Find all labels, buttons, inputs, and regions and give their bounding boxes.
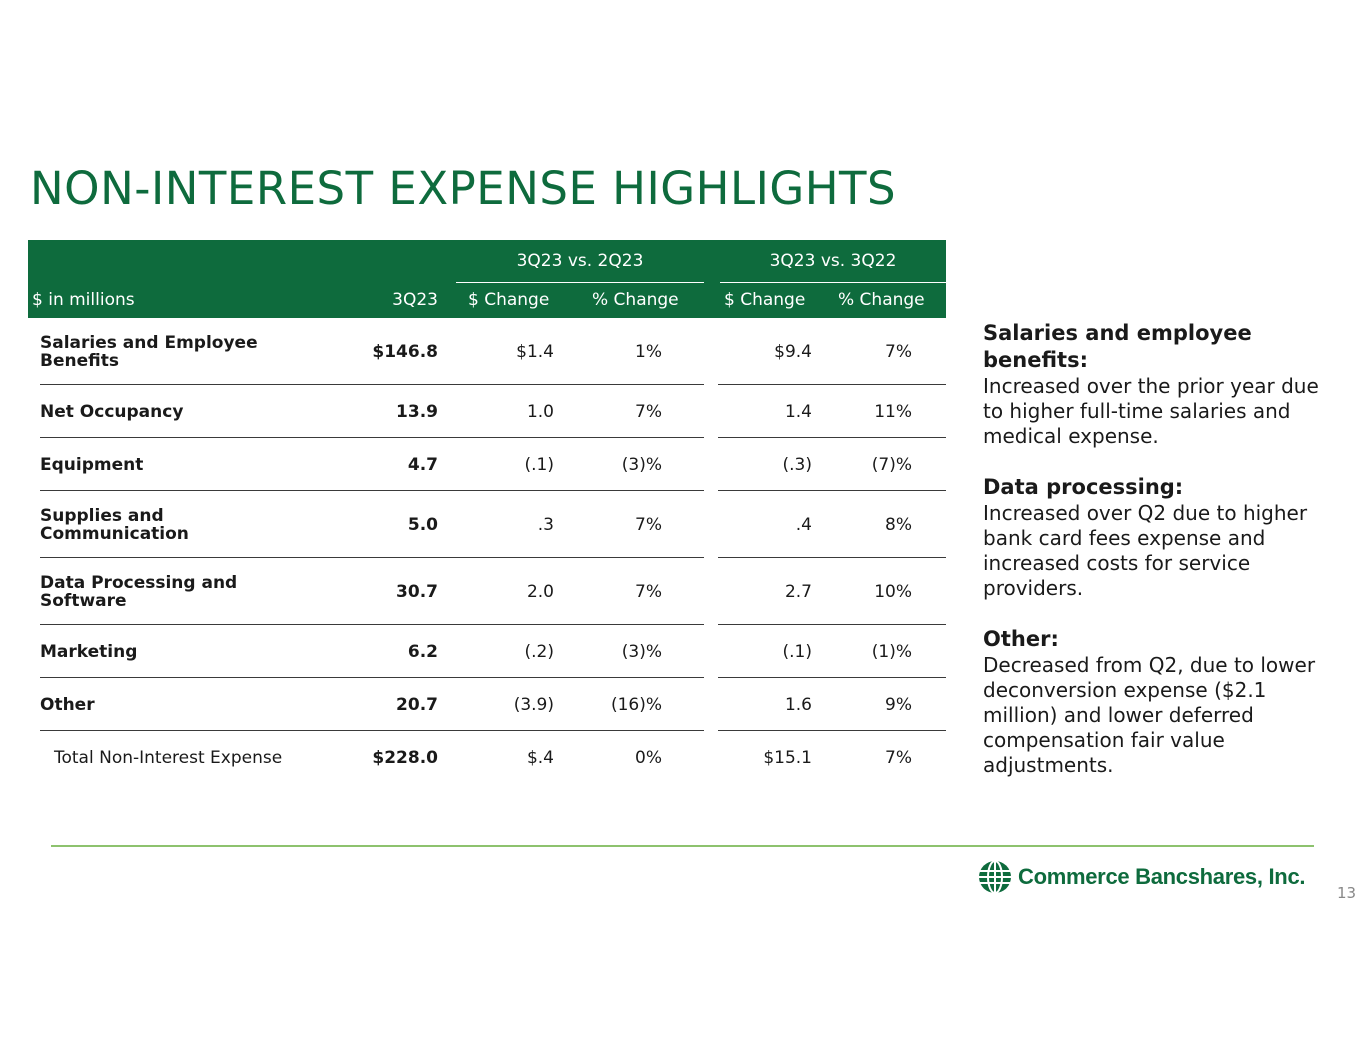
row-qoq-pct: 7% bbox=[635, 401, 662, 422]
row-qoq-dollar: (3.9) bbox=[513, 694, 554, 715]
row-value: 13.9 bbox=[396, 401, 438, 422]
group-header-qoq: 3Q23 vs. 2Q23 bbox=[456, 240, 704, 283]
row-yoy-dollar: (.1) bbox=[782, 641, 812, 662]
row-yoy-pct: 9% bbox=[885, 694, 912, 715]
commentary bbox=[983, 320, 1333, 803]
header-3q23: 3Q23 bbox=[392, 290, 438, 310]
row-yoy-pct: 7% bbox=[885, 341, 912, 362]
header-yoy-dollar-change: $ Change bbox=[724, 290, 806, 310]
row-value: 30.7 bbox=[396, 581, 438, 602]
header-qoq-pct-change: % Change bbox=[592, 290, 679, 310]
row-value: 5.0 bbox=[407, 514, 438, 535]
header-label: $ in millions bbox=[32, 290, 135, 310]
table-row bbox=[28, 438, 946, 491]
note-salaries bbox=[983, 320, 1333, 449]
note-data-processing bbox=[983, 474, 1333, 601]
row-label: Other bbox=[40, 694, 95, 715]
company-logo bbox=[978, 860, 1305, 894]
row-yoy-dollar: 2.7 bbox=[784, 581, 812, 602]
header-yoy-pct-change: % Change bbox=[838, 290, 925, 310]
note-heading: Salaries and employee benefits: bbox=[983, 321, 1252, 372]
table-row bbox=[28, 625, 946, 678]
row-qoq-pct: 1% bbox=[635, 341, 662, 362]
row-label: Equipment bbox=[40, 454, 144, 475]
footer-divider bbox=[51, 845, 1314, 847]
row-yoy-pct: 11% bbox=[874, 401, 912, 422]
table-row bbox=[28, 558, 946, 625]
row-yoy-pct: (7)% bbox=[871, 454, 912, 475]
row-yoy-dollar: .4 bbox=[795, 514, 812, 535]
table-header bbox=[28, 240, 946, 318]
row-qoq-pct: 0% bbox=[635, 747, 662, 768]
row-qoq-pct: (16)% bbox=[610, 694, 662, 715]
row-value: $146.8 bbox=[372, 341, 438, 362]
page-number: 13 bbox=[1337, 884, 1357, 902]
row-qoq-pct: 7% bbox=[635, 514, 662, 535]
row-value: 4.7 bbox=[407, 454, 438, 475]
note-heading: Data processing: bbox=[983, 475, 1184, 499]
row-yoy-dollar: 1.6 bbox=[784, 694, 812, 715]
expense-table bbox=[28, 240, 946, 784]
table-row bbox=[28, 318, 946, 385]
row-yoy-dollar: (.3) bbox=[782, 454, 812, 475]
row-value: 20.7 bbox=[396, 694, 438, 715]
header-qoq-dollar-change: $ Change bbox=[468, 290, 550, 310]
row-yoy-dollar: $15.1 bbox=[763, 747, 812, 768]
note-other bbox=[983, 626, 1333, 778]
row-qoq-dollar: $.4 bbox=[526, 747, 554, 768]
row-qoq-dollar: $1.4 bbox=[516, 341, 554, 362]
row-qoq-pct: 7% bbox=[635, 581, 662, 602]
row-qoq-dollar: 2.0 bbox=[526, 581, 554, 602]
note-heading: Other: bbox=[983, 627, 1059, 651]
row-qoq-dollar: .3 bbox=[537, 514, 554, 535]
row-yoy-dollar: $9.4 bbox=[774, 341, 812, 362]
row-label: Net Occupancy bbox=[40, 401, 184, 422]
row-qoq-pct: (3)% bbox=[621, 641, 662, 662]
row-value: $228.0 bbox=[372, 747, 438, 768]
row-qoq-dollar: 1.0 bbox=[526, 401, 554, 422]
table-body bbox=[28, 318, 946, 784]
page-title: NON-INTEREST EXPENSE HIGHLIGHTS bbox=[30, 162, 897, 215]
note-text: Increased over the prior year due to higher full-time salaries and medical expense. bbox=[983, 374, 1319, 448]
row-label: Marketing bbox=[40, 641, 138, 662]
table-row bbox=[28, 491, 946, 558]
globe-icon bbox=[978, 860, 1012, 894]
group-header-yoy: 3Q23 vs. 3Q22 bbox=[720, 240, 946, 283]
note-text: Decreased from Q2, due to lower deconversion expense ($2.1 million) and lower deferred compensation fair value adjustments. bbox=[983, 653, 1316, 777]
row-qoq-dollar: (.2) bbox=[524, 641, 554, 662]
row-label: Salaries and Employee Benefits bbox=[40, 332, 258, 371]
note-text: Increased over Q2 due to higher bank card fees expense and increased costs for service providers. bbox=[983, 501, 1308, 600]
row-value: 6.2 bbox=[407, 641, 438, 662]
row-yoy-dollar: 1.4 bbox=[784, 401, 812, 422]
row-yoy-pct: 8% bbox=[885, 514, 912, 535]
row-qoq-dollar: (.1) bbox=[524, 454, 554, 475]
row-yoy-pct: 10% bbox=[874, 581, 912, 602]
row-label: Supplies and Communication bbox=[40, 505, 189, 544]
row-qoq-pct: (3)% bbox=[621, 454, 662, 475]
row-yoy-pct: 7% bbox=[885, 747, 912, 768]
row-label: Data Processing and Software bbox=[40, 572, 238, 611]
table-row-total bbox=[28, 731, 946, 784]
table-row bbox=[28, 385, 946, 438]
table-row bbox=[28, 678, 946, 731]
row-yoy-pct: (1)% bbox=[871, 641, 912, 662]
row-label: Total Non-Interest Expense bbox=[54, 747, 283, 768]
logo-text: Commerce Bancshares, Inc. bbox=[1018, 864, 1306, 889]
